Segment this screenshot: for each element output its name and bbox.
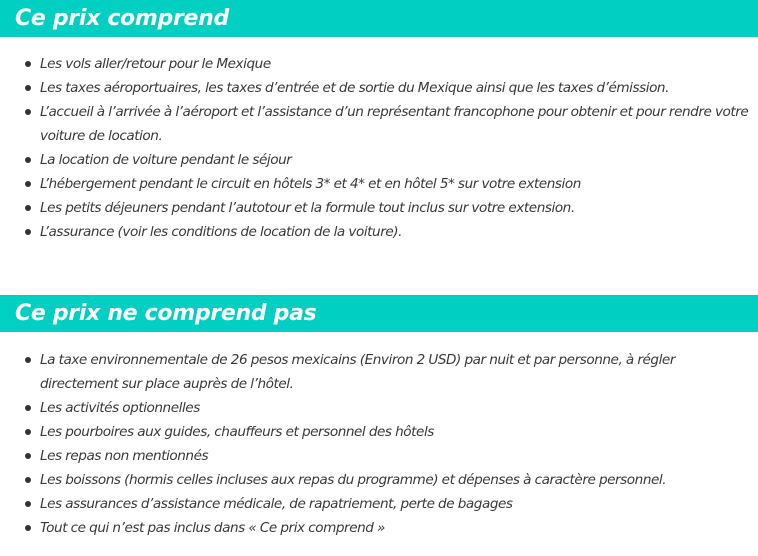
- excluded-section: [0, 295, 758, 540]
- included-section: [0, 0, 758, 244]
- list-item-text: La location de voiture pendant le séjour: [40, 152, 292, 168]
- list-item: [0, 348, 758, 396]
- list-item: [0, 148, 758, 172]
- list-item-text: Les repas non mentionnés: [40, 448, 209, 464]
- excluded-heading: Ce prix ne comprend pas: [0, 295, 758, 332]
- included-list: [0, 52, 758, 244]
- bullet-icon: [25, 477, 31, 483]
- list-item-text: Les taxes aéroportuaires, les taxes d’entrée et de sortie du Mexique ainsi que les taxes d’émission.: [40, 80, 669, 96]
- bullet-icon: [25, 181, 31, 187]
- bullet-icon: [25, 525, 31, 531]
- list-item-text: Les activités optionnelles: [40, 400, 200, 416]
- list-item: [0, 420, 758, 444]
- bullet-icon: [25, 429, 31, 435]
- list-item-text: Les vols aller/retour pour le Mexique: [40, 56, 271, 72]
- list-item: [0, 52, 758, 76]
- list-item-text: Les assurances d’assistance médicale, de rapatriement, perte de bagages: [40, 496, 513, 512]
- bullet-icon: [25, 157, 31, 163]
- list-item-text: Tout ce qui n’est pas inclus dans « Ce prix comprend »: [40, 520, 385, 536]
- list-item-text: Les pourboires aux guides, chauffeurs et personnel des hôtels: [40, 424, 434, 440]
- list-item: [0, 220, 758, 244]
- list-item: [0, 196, 758, 220]
- bullet-icon: [25, 229, 31, 235]
- bullet-icon: [25, 61, 31, 67]
- list-item: [0, 468, 758, 492]
- list-item-text: La taxe environnementale de 26 pesos mexicains (Environ 2 USD) par nuit et par personne, à régler directement sur place auprès de l’hôtel.: [40, 352, 675, 392]
- list-item-text: L’hébergement pendant le circuit en hôtels 3* et 4* et en hôtel 5* sur votre extension: [40, 176, 581, 192]
- bullet-icon: [25, 405, 31, 411]
- bullet-icon: [25, 205, 31, 211]
- list-item: [0, 396, 758, 420]
- list-item-text: Les petits déjeuners pendant l’autotour et la formule tout inclus sur votre extension.: [40, 200, 575, 216]
- bullet-icon: [25, 109, 31, 115]
- list-item-text: Les boissons (hormis celles incluses aux repas du programme) et dépenses à caractère personnel.: [40, 472, 667, 488]
- list-item: [0, 492, 758, 516]
- list-item: [0, 444, 758, 468]
- list-item: [0, 516, 758, 540]
- bullet-icon: [25, 453, 31, 459]
- included-heading: Ce prix comprend: [0, 0, 758, 37]
- bullet-icon: [25, 501, 31, 507]
- list-item: [0, 100, 758, 148]
- bullet-icon: [25, 357, 31, 363]
- excluded-list: [0, 348, 758, 540]
- list-item: [0, 172, 758, 196]
- list-item-text: L’assurance (voir les conditions de location de la voiture).: [40, 224, 402, 240]
- bullet-icon: [25, 85, 31, 91]
- list-item: [0, 76, 758, 100]
- list-item-text: L’accueil à l’arrivée à l’aéroport et l’assistance d’un représentant francophone pour obtenir et pour rendre votre voiture de location.: [40, 104, 749, 144]
